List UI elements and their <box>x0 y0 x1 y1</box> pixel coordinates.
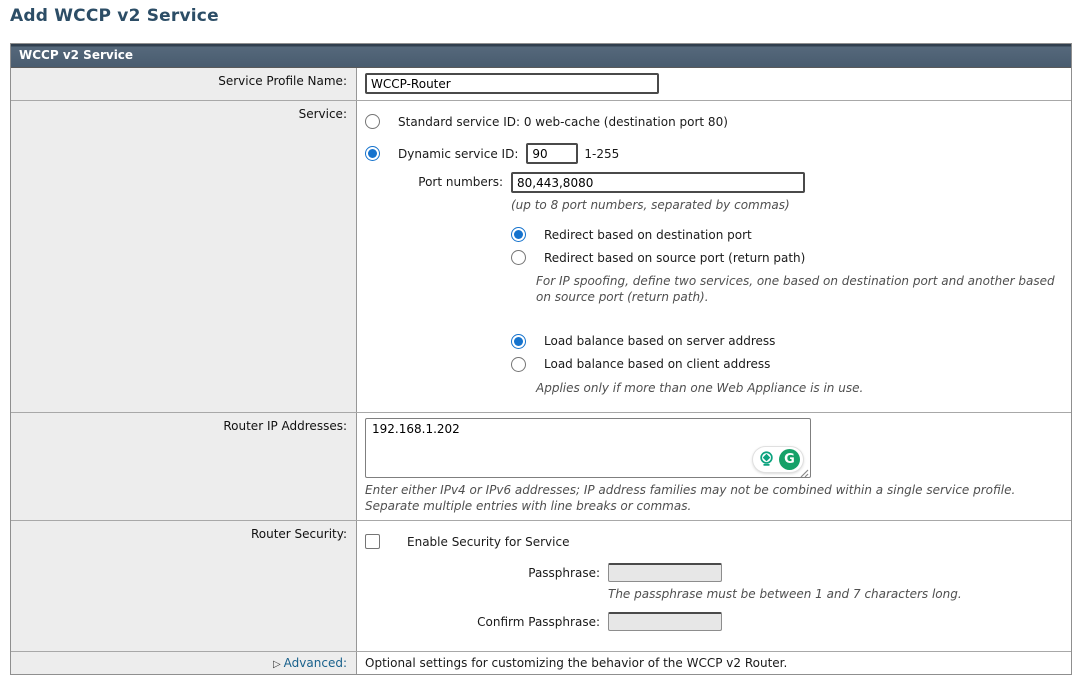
load-balance-group <box>511 334 1063 396</box>
dynamic-service-range-hint: 1-255 <box>584 146 620 161</box>
service-profile-name-input[interactable] <box>365 73 659 94</box>
expand-triangle-icon: ▷ <box>272 659 281 671</box>
confirm-passphrase-label: Confirm Passphrase: <box>477 615 600 630</box>
standard-service-label: Standard service ID: 0 web-cache (destination port 80) <box>398 114 728 129</box>
load-balance-server-radio[interactable] <box>511 334 526 349</box>
service-profile-name-label: Service Profile Name: <box>218 74 347 88</box>
redirect-destination-radio[interactable] <box>511 227 526 242</box>
port-numbers-input[interactable] <box>511 172 805 193</box>
panel-header: WCCP v2 Service <box>11 44 1071 68</box>
port-numbers-label: Port numbers: <box>418 175 503 189</box>
redirect-source-label: Redirect based on source port (return path) <box>544 250 806 265</box>
enable-security-checkbox[interactable] <box>365 534 380 549</box>
redirect-source-radio[interactable] <box>511 250 526 265</box>
grammarly-lightbulb-icon[interactable] <box>756 449 777 470</box>
load-balance-server-label: Load balance based on server address <box>544 334 776 349</box>
grammarly-widget[interactable] <box>753 447 803 472</box>
grammarly-g-icon[interactable]: G <box>779 449 800 470</box>
row-advanced <box>11 651 1071 674</box>
dynamic-service-id-input[interactable] <box>526 143 578 164</box>
redirect-note: For IP spoofing, define two services, one based on destination port and another based on source port (return path). <box>536 274 1055 305</box>
row-service <box>11 100 1071 412</box>
load-balance-client-radio[interactable] <box>511 357 526 372</box>
standard-service-radio[interactable] <box>365 114 380 129</box>
load-balance-note: Applies only if more than one Web Appliance is in use. <box>536 380 864 395</box>
dynamic-service-radio[interactable] <box>365 146 380 161</box>
redirect-destination-label: Redirect based on destination port <box>544 227 752 242</box>
load-balance-client-label: Load balance based on client address <box>544 357 771 372</box>
advanced-link[interactable]: ▷ Advanced: <box>272 656 347 671</box>
row-service-profile-name <box>11 68 1071 100</box>
router-ip-value: 192.168.1.202 <box>372 421 460 436</box>
redirect-group <box>511 227 1063 305</box>
passphrase-input[interactable] <box>608 563 722 582</box>
passphrase-note: The passphrase must be between 1 and 7 characters long. <box>608 587 962 602</box>
row-router-ip <box>11 412 1071 520</box>
enable-security-label: Enable Security for Service <box>407 534 570 549</box>
router-ip-textarea[interactable] <box>365 418 811 478</box>
port-numbers-note: (up to 8 port numbers, separated by commas) <box>511 198 790 212</box>
page-title: Add WCCP v2 Service <box>10 6 219 26</box>
dynamic-service-label: Dynamic service ID: <box>398 146 519 161</box>
confirm-passphrase-input[interactable] <box>608 612 722 631</box>
row-router-security <box>11 520 1071 651</box>
router-ip-note: Enter either IPv4 or IPv6 addresses; IP address families may not be combined within a single service profile. Separate multiple entries with line breaks or commas. <box>365 482 1016 513</box>
router-ip-label: Router IP Addresses: <box>223 418 347 433</box>
passphrase-label: Passphrase: <box>528 566 600 581</box>
textarea-resize-handle[interactable] <box>800 467 809 476</box>
router-security-label: Router Security: <box>250 527 347 542</box>
advanced-description: Optional settings for customizing the behavior of the WCCP v2 Router. <box>365 656 788 671</box>
wccp-service-panel <box>10 43 1072 675</box>
service-label: Service: <box>298 107 347 121</box>
